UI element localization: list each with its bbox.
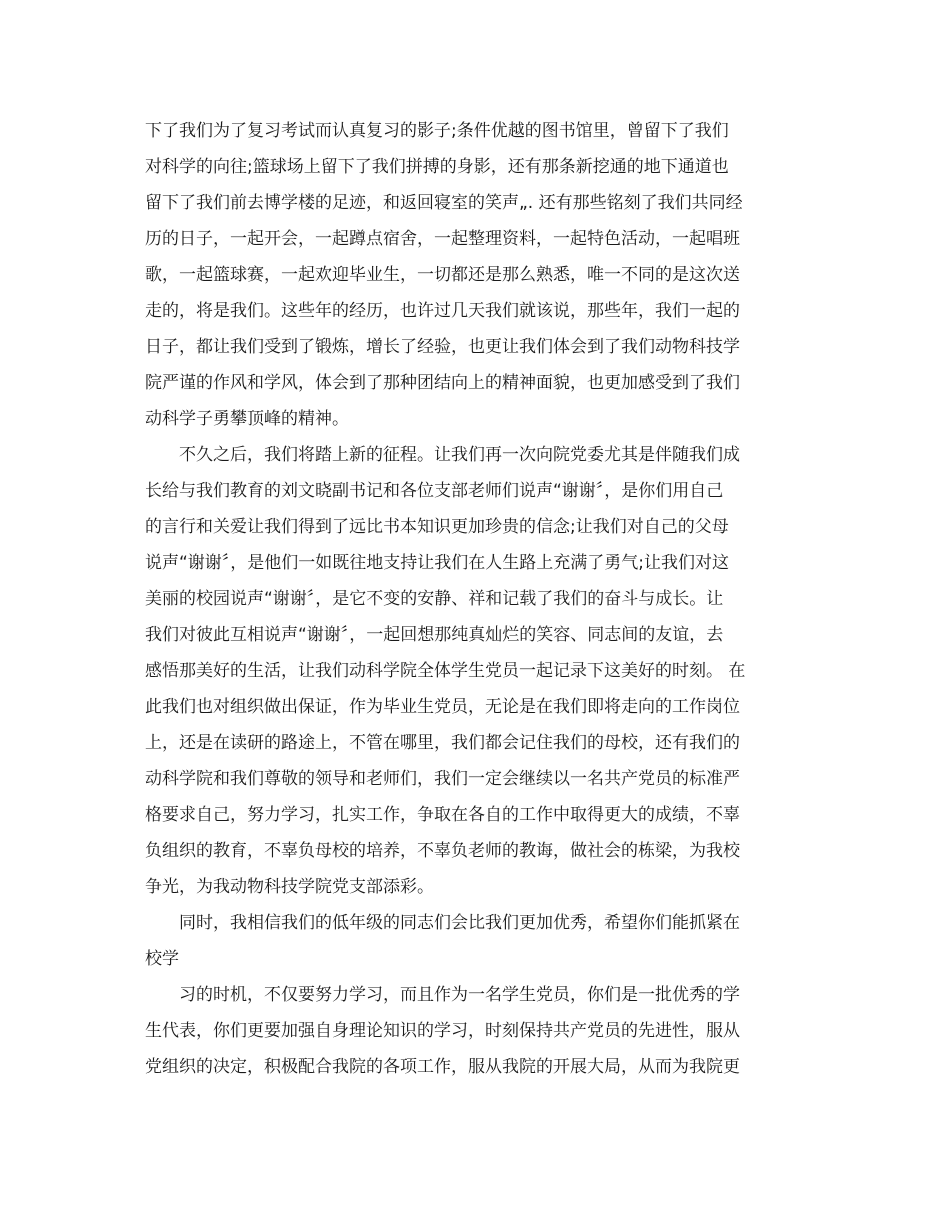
text-line: 动科学子勇攀顶峰的精神。: [145, 409, 349, 429]
text-line: 日子，都让我们受到了锻炼，增长了经验，也更让我们体会到了我们动物科技学: [145, 337, 740, 357]
text-line: 历的日子，一起开会，一起蹲点宿舍，一起整理资料，一起特色活动，一起唱班: [145, 229, 740, 249]
text-line: 党组织的决定，积极配合我院的各项工作，服从我院的开展大局，从而为我院更: [145, 1057, 740, 1077]
text-line: 走的，将是我们。这些年的经历，也许过几天我们就该说，那些年，我们一起的: [145, 301, 740, 321]
text-line: 说声“谢谢〞，是他们一如既往地支持让我们在人生路上充满了勇气;让我们对这: [145, 553, 730, 573]
text-line: 动科学院和我们尊敬的领导和老师们，我们一定会继续以一名共产党员的标准严: [145, 769, 740, 789]
text-line: 习的时机，不仅要努力学习，而且作为一名学生党员，你们是一批优秀的学: [145, 985, 740, 1005]
text-line: 对科学的向往;篮球场上留下了我们拼搏的身影，还有那条新挖通的地下通道也: [145, 157, 729, 177]
text-line: 负组织的教育，不辜负母校的培养，不辜负老师的教诲，做社会的栋梁，为我校: [145, 841, 740, 861]
text-line: 美丽的校园说声“谢谢〞，是它不变的安静、祥和记载了我们的奋斗与成长。让: [145, 589, 724, 609]
text-line: 格要求自己，努力学习，扎实工作，争取在各自的工作中取得更大的成绩，不辜: [145, 805, 740, 825]
text-line: 生代表，你们更要加强自身理论知识的学习，时刻保持共产党员的先进性，服从: [145, 1021, 740, 1041]
text-line: 留下了我们前去博学楼的足迹，和返回寝室的笑声„. 还有那些铭刻了我们共同经: [145, 193, 743, 213]
text-line: 争光，为我动物科技学院党支部添彩。: [145, 877, 434, 897]
text-line: 长给与我们教育的刘文晓副书记和各位支部老师们说声“谢谢〞，是你们用自己: [145, 481, 724, 501]
document-body: [145, 113, 805, 1085]
text-line: 不久之后，我们将踏上新的征程。让我们再一次向院党委尤其是伴随我们成: [145, 445, 740, 465]
text-line: 下了我们为了复习考试而认真复习的影子;条件优越的图书馆里，曾留下了我们: [145, 121, 729, 141]
text-line: 校学: [145, 949, 179, 969]
text-line: 院严谨的作风和学风，体会到了那种团结向上的精神面貌，也更加感受到了我们: [145, 373, 740, 393]
text-line: 此我们也对组织做出保证，作为毕业生党员，无论是在我们即将走向的工作岗位: [145, 697, 740, 717]
text-line: 歌，一起篮球赛，一起欢迎毕业生，一切都还是那么熟悉，唯一不同的是这次送: [145, 265, 740, 285]
text-line: 上，还是在读研的路途上，不管在哪里，我们都会记住我们的母校，还有我们的: [145, 733, 740, 753]
text-line: 我们对彼此互相说声“谢谢〞，一起回想那纯真灿烂的笑容、同志间的友谊，去: [145, 625, 724, 645]
text-line: 的言行和关爱让我们得到了远比书本知识更加珍贵的信念;让我们对自己的父母: [145, 517, 729, 537]
text-line: 感悟那美好的生活，让我们动科学院全体学生党员一起记录下这美好的时刻。 在: [145, 661, 746, 681]
text-line: 同时，我相信我们的低年级的同志们会比我们更加优秀，希望你们能抓紧在: [145, 913, 740, 933]
